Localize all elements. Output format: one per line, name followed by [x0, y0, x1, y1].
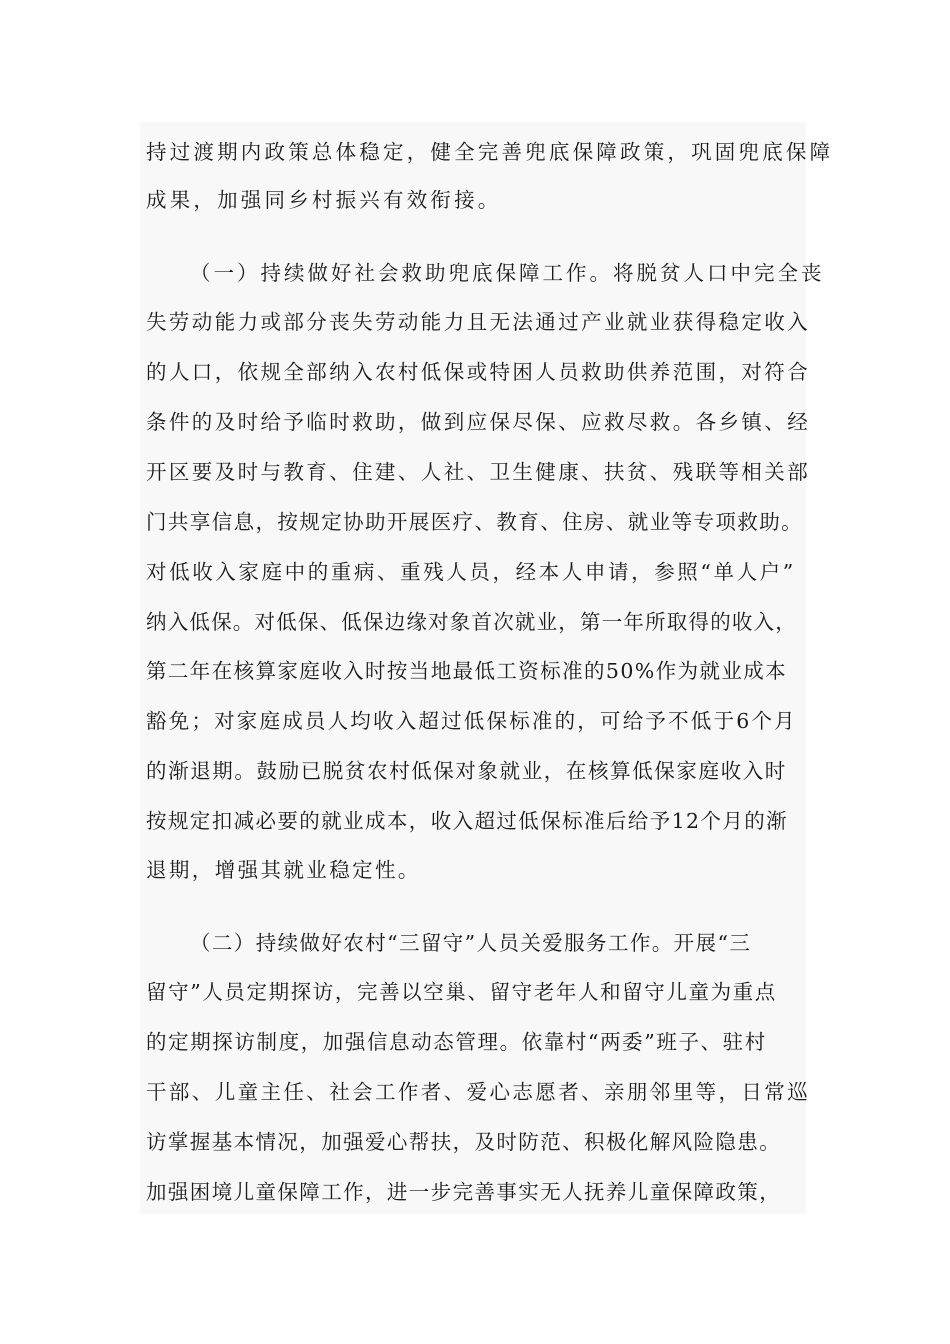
text-line: 加强困境儿童保障工作，进一步完善事实无人抚养儿童保障政策， — [146, 1180, 782, 1204]
text-line: 失劳动能力或部分丧失劳动能力且无法通过产业就业获得稳定收入 — [146, 310, 811, 334]
text-line: 第二年在核算家庭收入时按当地最低工资标准的50%作为就业成本 — [146, 659, 788, 683]
text-line: 纳入低保。对低保、低保边缘对象首次就业，第一年所取得的收入， — [146, 610, 797, 634]
text-line: 留守”人员定期探访，完善以空巢、留守老年人和留守儿童为重点 — [146, 980, 777, 1004]
text-line: 开区要及时与教育、住建、人社、卫生健康、扶贫、残联等相关部 — [146, 460, 811, 484]
text-line: 的定期探访制度，加强信息动态管理。依靠村“两委”班子、驻村 — [146, 1030, 767, 1054]
text-line: 豁免；对家庭成员人均收入超过低保标准的，可给予不低于6个月 — [146, 709, 797, 733]
text-line: 成果，加强同乡村振兴有效衔接。 — [146, 188, 502, 212]
text-line: 的人口，依规全部纳入农村低保或特困人员救助供养范围，对符合 — [146, 360, 811, 384]
text-line: 对低收入家庭中的重病、重残人员，经本人申请，参照“单人户” — [146, 560, 796, 584]
text-line: 门共享信息，按规定协助开展医疗、教育、住房、就业等专项救助。 — [146, 510, 803, 534]
section-heading-2: （二）持续做好农村“三留守”人员关爱服务工作。开展“三 — [190, 931, 752, 955]
section-heading-1: （一）持续做好社会救助兜底保障工作。将脱贫人口中完全丧 — [190, 261, 825, 285]
text-line: 按规定扣减必要的就业成本，收入超过低保标准后给予12个月的渐 — [146, 809, 789, 833]
text-line: 干部、儿童主任、社会工作者、爱心志愿者、亲朋邻里等，日常巡 — [146, 1080, 811, 1104]
text-line: 条件的及时给予临时救助，做到应保尽保、应救尽救。各乡镇、经 — [146, 410, 811, 434]
text-line: 的渐退期。鼓励已脱贫农村低保对象就业，在核算低保家庭收入时 — [146, 759, 787, 783]
text-line: 持过渡期内政策总体稳定，健全完善兜底保障政策，巩固兜底保障 — [146, 140, 834, 164]
text-line: 访掌握基本情况，加强爱心帮扶，及时防范、积极化解风险隐患。 — [146, 1130, 782, 1154]
text-line: 退期，增强其就业稳定性。 — [146, 858, 421, 882]
